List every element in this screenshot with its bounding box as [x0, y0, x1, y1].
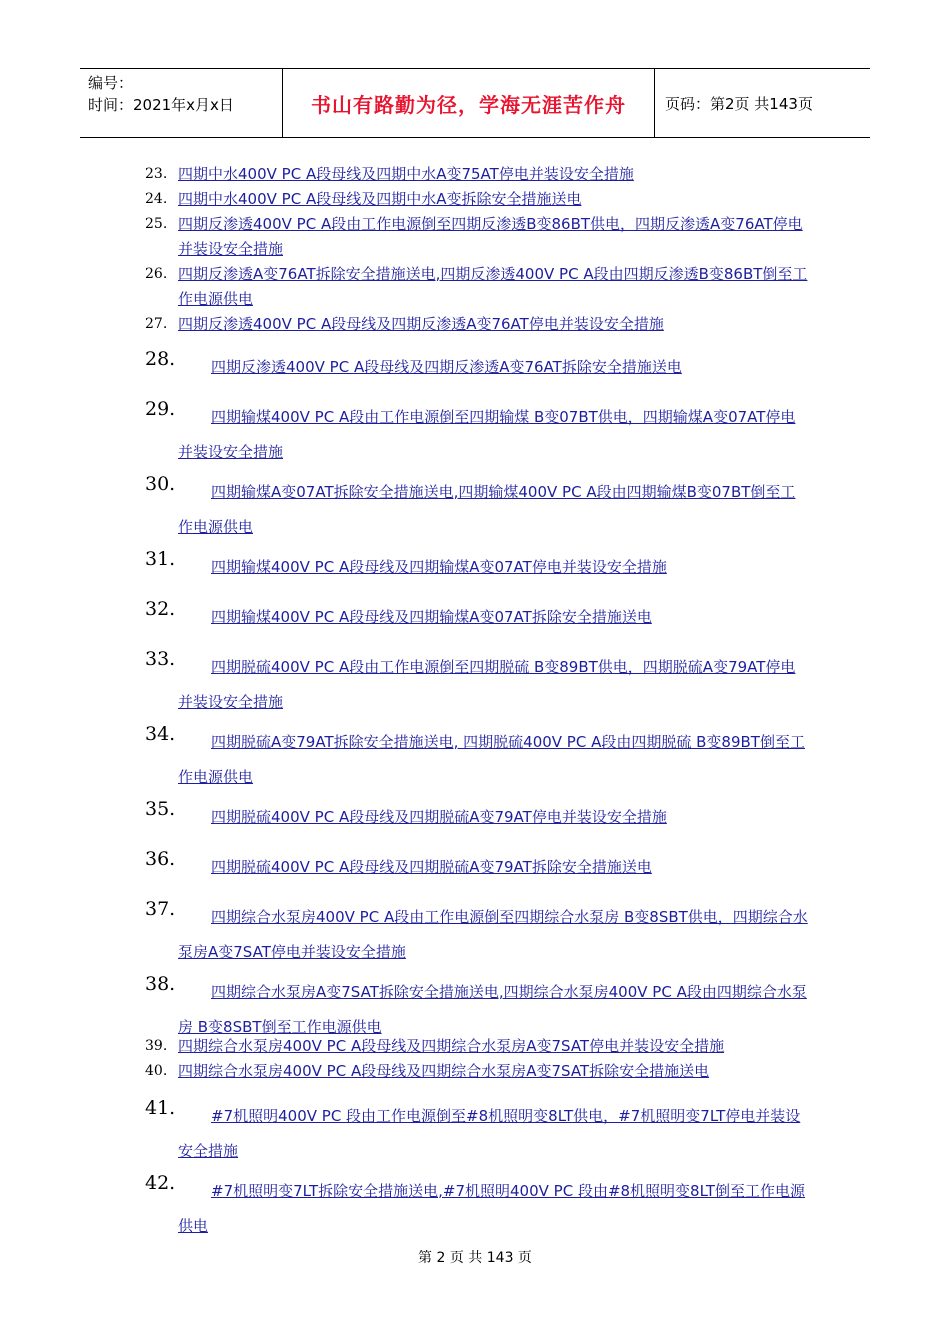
- toc-entry-link[interactable]: 四期中水400V PC A段母线及四期中水A变拆除安全措施送电: [178, 190, 582, 208]
- toc-entry-number: 38.: [145, 973, 176, 995]
- toc-entry-number: 35.: [145, 798, 176, 820]
- toc-entry-number: 25.: [145, 216, 168, 232]
- toc-entry-number: 24.: [145, 191, 168, 207]
- toc-entry-number: 39.: [145, 1038, 168, 1054]
- toc-entry-link[interactable]: 四期脱硫A变79AT拆除安全措施送电, 四期脱硫400V PC A段由四期脱硫 B变89BT倒至工作电源供电: [178, 733, 805, 786]
- toc-entry-link[interactable]: 四期中水400V PC A段母线及四期中水A变75AT停电并装设安全措施: [178, 165, 634, 183]
- toc-entry-number: 27.: [145, 316, 168, 332]
- toc-entry-link[interactable]: 四期综合水泵房A变7SAT拆除安全措施送电,四期综合水泵房400V PC A段由四期综合水泵房 B变8SBT倒至工作电源供电: [178, 983, 807, 1036]
- toc-entry-number: 34.: [145, 723, 176, 745]
- toc-entry-number: 30.: [145, 473, 176, 495]
- toc-entry-link[interactable]: 四期脱硫400V PC A段母线及四期脱硫A变79AT停电并装设安全措施: [211, 808, 667, 826]
- document-number-label: 编号：: [88, 74, 134, 92]
- header-page-info: 页码：第2页 共143页: [665, 94, 813, 113]
- toc-entry-number: 29.: [145, 398, 176, 420]
- toc-entry-link[interactable]: 四期脱硫400V PC A段母线及四期脱硫A变79AT拆除安全措施送电: [211, 858, 652, 876]
- toc-entry-link[interactable]: 四期输煤A变07AT拆除安全措施送电,四期输煤400V PC A段由四期输煤B变07BT倒至工作电源供电: [178, 483, 796, 536]
- toc-entry-link[interactable]: 四期综合水泵房400V PC A段母线及四期综合水泵房A变7SAT停电并装设安全措施: [178, 1037, 725, 1055]
- toc-entry-number: 33.: [145, 648, 176, 670]
- toc-entry-link[interactable]: 四期反渗透400V PC A段母线及四期反渗透A变76AT拆除安全措施送电: [211, 358, 682, 376]
- toc-entry-link[interactable]: 四期输煤400V PC A段母线及四期输煤A变07AT停电并装设安全措施: [211, 558, 667, 576]
- document-time-label: 时间：2021年x月x日: [88, 96, 234, 114]
- toc-entry-link[interactable]: 四期反渗透400V PC A段母线及四期反渗透A变76AT停电并装设安全措施: [178, 315, 664, 333]
- toc-entry-link[interactable]: 四期输煤400V PC A段由工作电源倒至四期输煤 B变07BT供电，四期输煤A变07AT停电并装设安全措施: [178, 408, 796, 461]
- toc-entry-link[interactable]: #7机照明400V PC 段由工作电源倒至#8机照明变8LT供电，#7机照明变7LT停电并装设安全措施: [178, 1107, 801, 1160]
- toc-entry-number: 28.: [145, 348, 176, 370]
- toc-entry-link[interactable]: 四期反渗透A变76AT拆除安全措施送电,四期反渗透400V PC A段由四期反渗透B变86BT倒至工作电源供电: [178, 265, 808, 308]
- toc-entry-link[interactable]: #7机照明变7LT拆除安全措施送电,#7机照明400V PC 段由#8机照明变8LT倒至工作电源供电: [178, 1182, 806, 1235]
- page-header: [80, 68, 870, 138]
- header-meta: [80, 69, 283, 137]
- toc-entry-link[interactable]: 四期反渗透400V PC A段由工作电源倒至四期反渗透B变86BT供电，四期反渗透A变76AT停电并装设安全措施: [178, 215, 803, 258]
- header-motto: 书山有路勤为径，学海无涯苦作舟: [283, 69, 655, 137]
- toc-entry-number: 36.: [145, 848, 176, 870]
- toc-entry-number: 31.: [145, 548, 176, 570]
- toc-entry-number: 26.: [145, 266, 168, 282]
- toc-entry-number: 32.: [145, 598, 176, 620]
- toc-entry-link[interactable]: 四期脱硫400V PC A段由工作电源倒至四期脱硫 B变89BT供电，四期脱硫A变79AT停电并装设安全措施: [178, 658, 796, 711]
- toc-entry-link[interactable]: 四期综合水泵房400V PC A段由工作电源倒至四期综合水泵房 B变8SBT供电，四期综合水泵房A变7SAT停电并装设安全措施: [178, 908, 808, 961]
- toc-entry-link[interactable]: 四期综合水泵房400V PC A段母线及四期综合水泵房A变7SAT拆除安全措施送电: [178, 1062, 710, 1080]
- toc-entry-number: 23.: [145, 166, 168, 182]
- toc-entry-number: 37.: [145, 898, 176, 920]
- page-footer: 第 2 页 共 143 页: [418, 1250, 532, 1266]
- toc-entry-number: 42.: [145, 1172, 176, 1194]
- toc-entry-link[interactable]: 四期输煤400V PC A段母线及四期输煤A变07AT拆除安全措施送电: [211, 608, 652, 626]
- toc-entry-number: 40.: [145, 1063, 168, 1079]
- toc-entry-number: 41.: [145, 1097, 176, 1119]
